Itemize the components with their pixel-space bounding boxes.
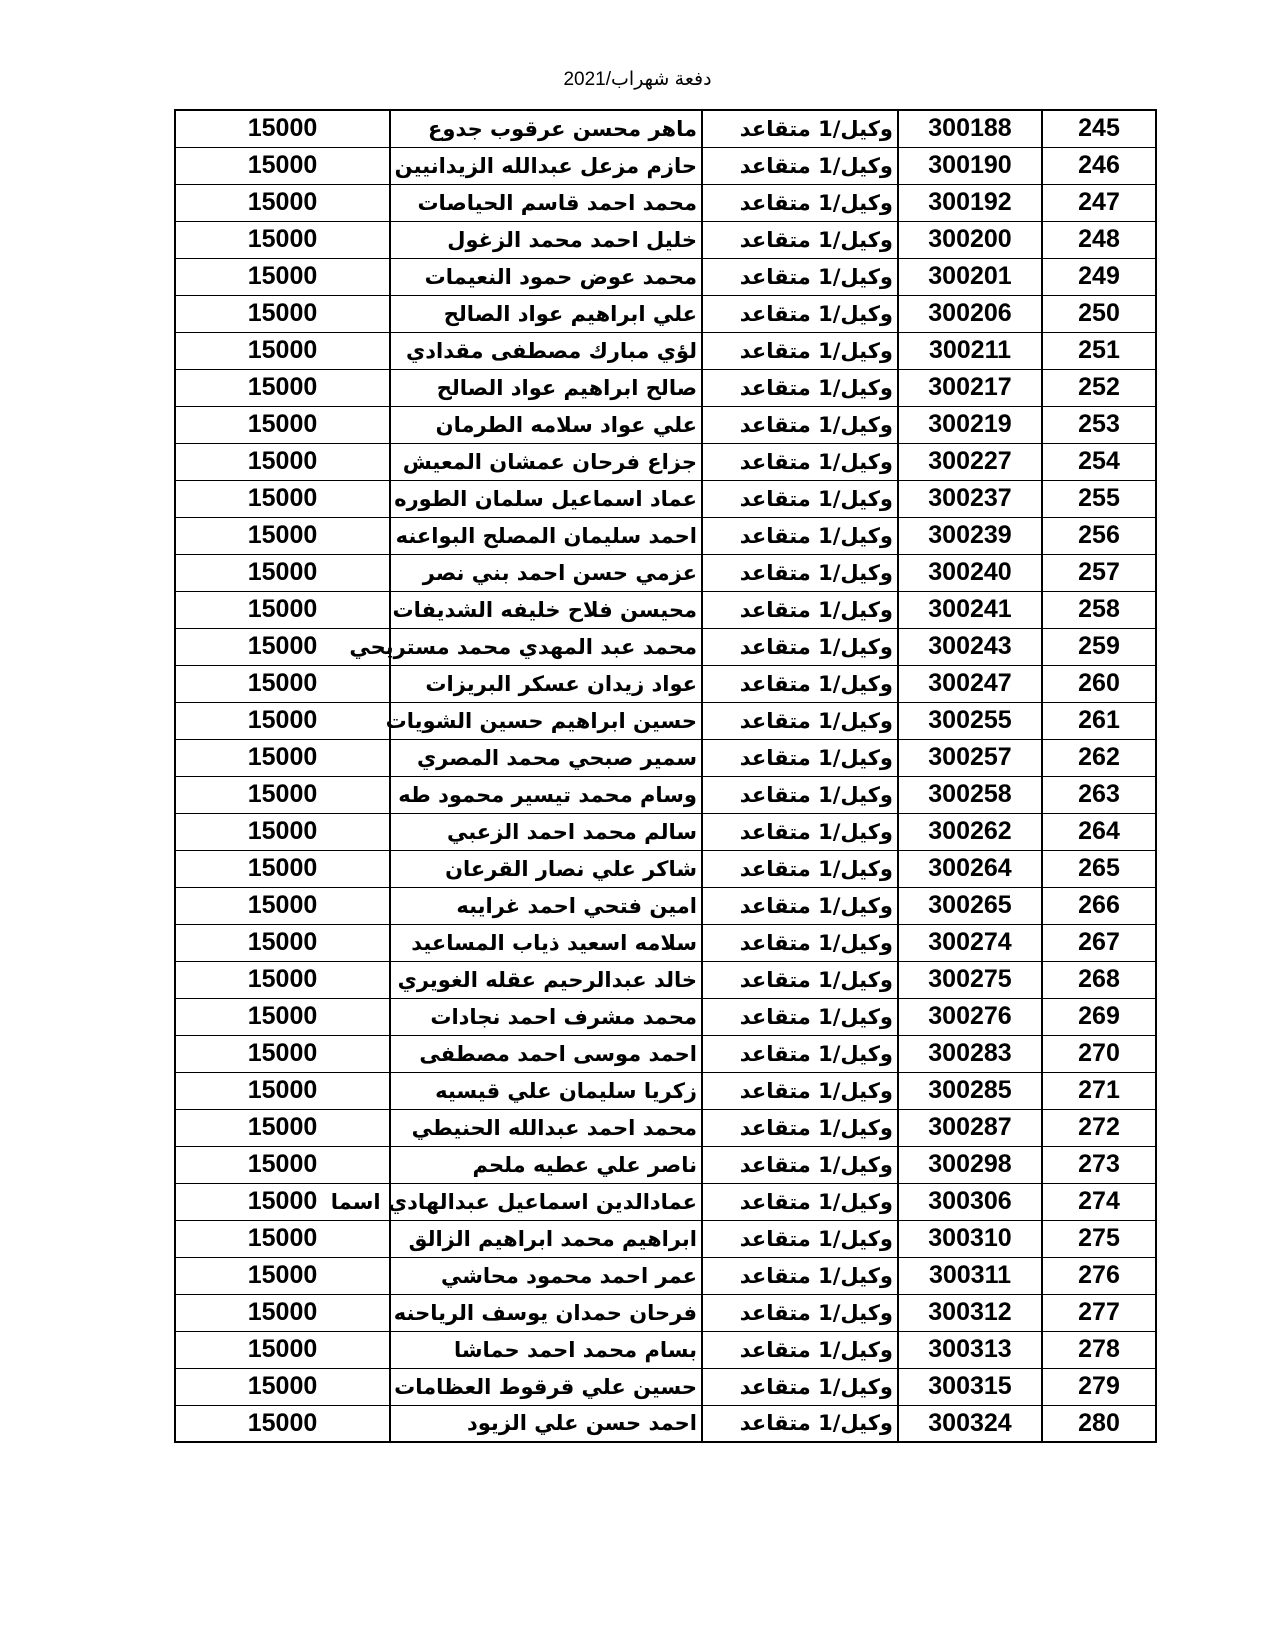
- employee-id-cell: 300285: [898, 1072, 1042, 1109]
- amount-cell: 15000: [175, 1220, 390, 1257]
- sequence-number-cell: 272: [1042, 1109, 1156, 1146]
- full-name-cell: سالم محمد احمد الزعبي: [390, 813, 702, 850]
- employee-id-cell: 300240: [898, 554, 1042, 591]
- sequence-number-cell: 279: [1042, 1368, 1156, 1405]
- sequence-number-cell: 252: [1042, 369, 1156, 406]
- sequence-number-cell: 276: [1042, 1257, 1156, 1294]
- category-cell: وكيل/1 متقاعد: [702, 702, 898, 739]
- table-row: [175, 998, 1156, 1035]
- table-row: [175, 258, 1156, 295]
- sequence-number-cell: 257: [1042, 554, 1156, 591]
- amount-cell: 15000: [175, 1109, 390, 1146]
- table-row: [175, 1331, 1156, 1368]
- full-name-cell: سلامه اسعيد ذياب المساعيد: [390, 924, 702, 961]
- amount-cell: 15000: [175, 850, 390, 887]
- employee-id-cell: 300192: [898, 184, 1042, 221]
- sequence-number-cell: 264: [1042, 813, 1156, 850]
- table-row: [175, 1294, 1156, 1331]
- employee-id-cell: 300200: [898, 221, 1042, 258]
- amount-cell: 15000: [175, 1405, 390, 1442]
- category-cell: وكيل/1 متقاعد: [702, 258, 898, 295]
- full-name-cell: علي ابراهيم عواد الصالح: [390, 295, 702, 332]
- table-row: [175, 332, 1156, 369]
- sequence-number-cell: 274: [1042, 1183, 1156, 1220]
- employee-id-cell: 300190: [898, 147, 1042, 184]
- sequence-number-cell: 263: [1042, 776, 1156, 813]
- amount-cell: 15000: [175, 813, 390, 850]
- amount-cell: 15000: [175, 332, 390, 369]
- category-cell: وكيل/1 متقاعد: [702, 961, 898, 998]
- category-cell: وكيل/1 متقاعد: [702, 147, 898, 184]
- employee-id-cell: 300262: [898, 813, 1042, 850]
- sequence-number-cell: 260: [1042, 665, 1156, 702]
- table-row: [175, 665, 1156, 702]
- sequence-number-cell: 277: [1042, 1294, 1156, 1331]
- sequence-number-cell: 253: [1042, 406, 1156, 443]
- amount-cell: 15000: [175, 776, 390, 813]
- amount-cell: 15000: [175, 147, 390, 184]
- employee-id-cell: 300255: [898, 702, 1042, 739]
- sequence-number-cell: 261: [1042, 702, 1156, 739]
- amount-cell: 15000: [175, 702, 390, 739]
- table-row: [175, 1183, 1156, 1220]
- full-name-cell: فرحان حمدان يوسف الرياحنه: [390, 1294, 702, 1331]
- amount-cell: 15000: [175, 739, 390, 776]
- employee-id-cell: 300217: [898, 369, 1042, 406]
- employee-id-cell: 300265: [898, 887, 1042, 924]
- employee-id-cell: 300264: [898, 850, 1042, 887]
- category-cell: وكيل/1 متقاعد: [702, 887, 898, 924]
- employee-id-cell: 300227: [898, 443, 1042, 480]
- table-row: [175, 1405, 1156, 1442]
- table-row: [175, 702, 1156, 739]
- employee-id-cell: 300298: [898, 1146, 1042, 1183]
- category-cell: وكيل/1 متقاعد: [702, 1257, 898, 1294]
- amount-cell: 15000: [175, 554, 390, 591]
- full-name-cell: محمد عبد المهدي محمد مستريحي: [390, 628, 702, 665]
- category-cell: وكيل/1 متقاعد: [702, 443, 898, 480]
- category-cell: وكيل/1 متقاعد: [702, 591, 898, 628]
- table-row: [175, 517, 1156, 554]
- employee-id-cell: 300211: [898, 332, 1042, 369]
- category-cell: وكيل/1 متقاعد: [702, 813, 898, 850]
- employee-id-cell: 300237: [898, 480, 1042, 517]
- amount-cell: 15000: [175, 1331, 390, 1368]
- employee-id-cell: 300287: [898, 1109, 1042, 1146]
- sequence-number-cell: 278: [1042, 1331, 1156, 1368]
- amount-cell: 15000: [175, 924, 390, 961]
- amount-cell: 15000: [175, 628, 390, 665]
- sequence-number-cell: 249: [1042, 258, 1156, 295]
- table-row: [175, 1257, 1156, 1294]
- amount-cell: 15000: [175, 1072, 390, 1109]
- category-cell: وكيل/1 متقاعد: [702, 517, 898, 554]
- amount-cell: 15000: [175, 1183, 390, 1220]
- sequence-number-cell: 267: [1042, 924, 1156, 961]
- table-row: [175, 1035, 1156, 1072]
- full-name-cell: شاكر علي نصار القرعان: [390, 850, 702, 887]
- category-cell: وكيل/1 متقاعد: [702, 1072, 898, 1109]
- amount-cell: 15000: [175, 591, 390, 628]
- category-cell: وكيل/1 متقاعد: [702, 1035, 898, 1072]
- category-cell: وكيل/1 متقاعد: [702, 110, 898, 147]
- table-row: [175, 961, 1156, 998]
- table-row: [175, 554, 1156, 591]
- employee-id-cell: 300311: [898, 1257, 1042, 1294]
- employee-id-cell: 300274: [898, 924, 1042, 961]
- sequence-number-cell: 250: [1042, 295, 1156, 332]
- amount-cell: 15000: [175, 1035, 390, 1072]
- sequence-number-cell: 280: [1042, 1405, 1156, 1442]
- amount-cell: 15000: [175, 295, 390, 332]
- table-row: [175, 1368, 1156, 1405]
- full-name-cell: بسام محمد احمد حماشا: [390, 1331, 702, 1368]
- payment-table-body: [175, 110, 1156, 1442]
- full-name-cell: عمادالدين اسماعيل عبدالهادي اسما: [390, 1183, 702, 1220]
- table-row: [175, 628, 1156, 665]
- sequence-number-cell: 270: [1042, 1035, 1156, 1072]
- amount-cell: 15000: [175, 1294, 390, 1331]
- employee-id-cell: 300306: [898, 1183, 1042, 1220]
- category-cell: وكيل/1 متقاعد: [702, 554, 898, 591]
- sequence-number-cell: 247: [1042, 184, 1156, 221]
- full-name-cell: محيسن فلاح خليفه الشديفات: [390, 591, 702, 628]
- sequence-number-cell: 266: [1042, 887, 1156, 924]
- full-name-cell: لؤي مبارك مصطفى مقدادي: [390, 332, 702, 369]
- sequence-number-cell: 245: [1042, 110, 1156, 147]
- employee-id-cell: 300241: [898, 591, 1042, 628]
- employee-id-cell: 300247: [898, 665, 1042, 702]
- amount-cell: 15000: [175, 1257, 390, 1294]
- page-title: دفعة شهراب/2021: [563, 69, 712, 90]
- employee-id-cell: 300239: [898, 517, 1042, 554]
- employee-id-cell: 300276: [898, 998, 1042, 1035]
- employee-id-cell: 300310: [898, 1220, 1042, 1257]
- category-cell: وكيل/1 متقاعد: [702, 1405, 898, 1442]
- category-cell: وكيل/1 متقاعد: [702, 1294, 898, 1331]
- sequence-number-cell: 255: [1042, 480, 1156, 517]
- table-row: [175, 813, 1156, 850]
- employee-id-cell: 300206: [898, 295, 1042, 332]
- category-cell: وكيل/1 متقاعد: [702, 739, 898, 776]
- full-name-cell: وسام محمد تيسير محمود طه: [390, 776, 702, 813]
- category-cell: وكيل/1 متقاعد: [702, 221, 898, 258]
- employee-id-cell: 300315: [898, 1368, 1042, 1405]
- category-cell: وكيل/1 متقاعد: [702, 406, 898, 443]
- full-name-cell: حسين ابراهيم حسين الشويات: [390, 702, 702, 739]
- employee-id-cell: 300275: [898, 961, 1042, 998]
- sequence-number-cell: 269: [1042, 998, 1156, 1035]
- amount-cell: 15000: [175, 110, 390, 147]
- amount-cell: 15000: [175, 517, 390, 554]
- sequence-number-cell: 256: [1042, 517, 1156, 554]
- employee-id-cell: 300219: [898, 406, 1042, 443]
- category-cell: وكيل/1 متقاعد: [702, 1183, 898, 1220]
- sequence-number-cell: 271: [1042, 1072, 1156, 1109]
- category-cell: وكيل/1 متقاعد: [702, 332, 898, 369]
- sequence-number-cell: 265: [1042, 850, 1156, 887]
- employee-id-cell: 300324: [898, 1405, 1042, 1442]
- category-cell: وكيل/1 متقاعد: [702, 1220, 898, 1257]
- amount-cell: 15000: [175, 184, 390, 221]
- full-name-cell: احمد حسن علي الزيود: [390, 1405, 702, 1442]
- category-cell: وكيل/1 متقاعد: [702, 665, 898, 702]
- full-name-cell: ابراهيم محمد ابراهيم الزالق: [390, 1220, 702, 1257]
- amount-cell: 15000: [175, 480, 390, 517]
- sequence-number-cell: 275: [1042, 1220, 1156, 1257]
- employee-id-cell: 300201: [898, 258, 1042, 295]
- table-row: [175, 480, 1156, 517]
- amount-cell: 15000: [175, 443, 390, 480]
- amount-cell: 15000: [175, 221, 390, 258]
- full-name-cell: امين فتحي احمد غرايبه: [390, 887, 702, 924]
- full-name-cell: ناصر علي عطيه ملحم: [390, 1146, 702, 1183]
- category-cell: وكيل/1 متقاعد: [702, 1368, 898, 1405]
- full-name-cell: حازم مزعل عبدالله الزيدانيين: [390, 147, 702, 184]
- full-name-cell: سمير صبحي محمد المصري: [390, 739, 702, 776]
- table-row: [175, 1072, 1156, 1109]
- table-row: [175, 850, 1156, 887]
- amount-cell: 15000: [175, 369, 390, 406]
- full-name-cell: حسين علي قرقوط العظامات: [390, 1368, 702, 1405]
- table-row: [175, 295, 1156, 332]
- amount-cell: 15000: [175, 1146, 390, 1183]
- full-name-cell: خليل احمد محمد الزغول: [390, 221, 702, 258]
- category-cell: وكيل/1 متقاعد: [702, 480, 898, 517]
- table-row: [175, 1146, 1156, 1183]
- employee-id-cell: 300312: [898, 1294, 1042, 1331]
- category-cell: وكيل/1 متقاعد: [702, 1331, 898, 1368]
- amount-cell: 15000: [175, 961, 390, 998]
- table-row: [175, 1220, 1156, 1257]
- sequence-number-cell: 258: [1042, 591, 1156, 628]
- sequence-number-cell: 246: [1042, 147, 1156, 184]
- category-cell: وكيل/1 متقاعد: [702, 184, 898, 221]
- full-name-cell: علي عواد سلامه الطرمان: [390, 406, 702, 443]
- full-name-cell: صالح ابراهيم عواد الصالح: [390, 369, 702, 406]
- amount-cell: 15000: [175, 1368, 390, 1405]
- sequence-number-cell: 268: [1042, 961, 1156, 998]
- full-name-cell: محمد احمد عبدالله الحنيطي: [390, 1109, 702, 1146]
- table-row: [175, 887, 1156, 924]
- employee-id-cell: 300243: [898, 628, 1042, 665]
- full-name-cell: محمد مشرف احمد نجادات: [390, 998, 702, 1035]
- sequence-number-cell: 248: [1042, 221, 1156, 258]
- amount-cell: 15000: [175, 665, 390, 702]
- table-row: [175, 776, 1156, 813]
- full-name-cell: خالد عبدالرحيم عقله الغويري: [390, 961, 702, 998]
- table-row: [175, 443, 1156, 480]
- full-name-cell: ماهر محسن عرقوب جدوع: [390, 110, 702, 147]
- table-row: [175, 1109, 1156, 1146]
- table-row: [175, 591, 1156, 628]
- payment-table: [174, 109, 1157, 1443]
- employee-id-cell: 300313: [898, 1331, 1042, 1368]
- full-name-cell: عواد زيدان عسكر البريزات: [390, 665, 702, 702]
- category-cell: وكيل/1 متقاعد: [702, 1109, 898, 1146]
- full-name-cell: عماد اسماعيل سلمان الطوره: [390, 480, 702, 517]
- category-cell: وكيل/1 متقاعد: [702, 776, 898, 813]
- category-cell: وكيل/1 متقاعد: [702, 369, 898, 406]
- sequence-number-cell: 259: [1042, 628, 1156, 665]
- amount-cell: 15000: [175, 258, 390, 295]
- table-row: [175, 221, 1156, 258]
- amount-cell: 15000: [175, 406, 390, 443]
- category-cell: وكيل/1 متقاعد: [702, 998, 898, 1035]
- table-row: [175, 147, 1156, 184]
- full-name-cell: محمد عوض حمود النعيمات: [390, 258, 702, 295]
- category-cell: وكيل/1 متقاعد: [702, 924, 898, 961]
- sequence-number-cell: 273: [1042, 1146, 1156, 1183]
- sequence-number-cell: 262: [1042, 739, 1156, 776]
- full-name-cell: زكريا سليمان علي قيسيه: [390, 1072, 702, 1109]
- category-cell: وكيل/1 متقاعد: [702, 1146, 898, 1183]
- amount-cell: 15000: [175, 998, 390, 1035]
- category-cell: وكيل/1 متقاعد: [702, 628, 898, 665]
- category-cell: وكيل/1 متقاعد: [702, 850, 898, 887]
- table-row: [175, 406, 1156, 443]
- full-name-cell: احمد موسى احمد مصطفى: [390, 1035, 702, 1072]
- sequence-number-cell: 254: [1042, 443, 1156, 480]
- table-row: [175, 924, 1156, 961]
- full-name-cell: جزاع فرحان عمشان المعيش: [390, 443, 702, 480]
- table-row: [175, 369, 1156, 406]
- category-cell: وكيل/1 متقاعد: [702, 295, 898, 332]
- amount-cell: 15000: [175, 887, 390, 924]
- full-name-cell: عمر احمد محمود محاشي: [390, 1257, 702, 1294]
- full-name-cell: محمد احمد قاسم الحياصات: [390, 184, 702, 221]
- full-name-cell: احمد سليمان المصلح البواعنه: [390, 517, 702, 554]
- employee-id-cell: 300258: [898, 776, 1042, 813]
- employee-id-cell: 300283: [898, 1035, 1042, 1072]
- table-row: [175, 739, 1156, 776]
- employee-id-cell: 300188: [898, 110, 1042, 147]
- sequence-number-cell: 251: [1042, 332, 1156, 369]
- table-row: [175, 184, 1156, 221]
- table-row: [175, 110, 1156, 147]
- employee-id-cell: 300257: [898, 739, 1042, 776]
- full-name-cell: عزمي حسن احمد بني نصر: [390, 554, 702, 591]
